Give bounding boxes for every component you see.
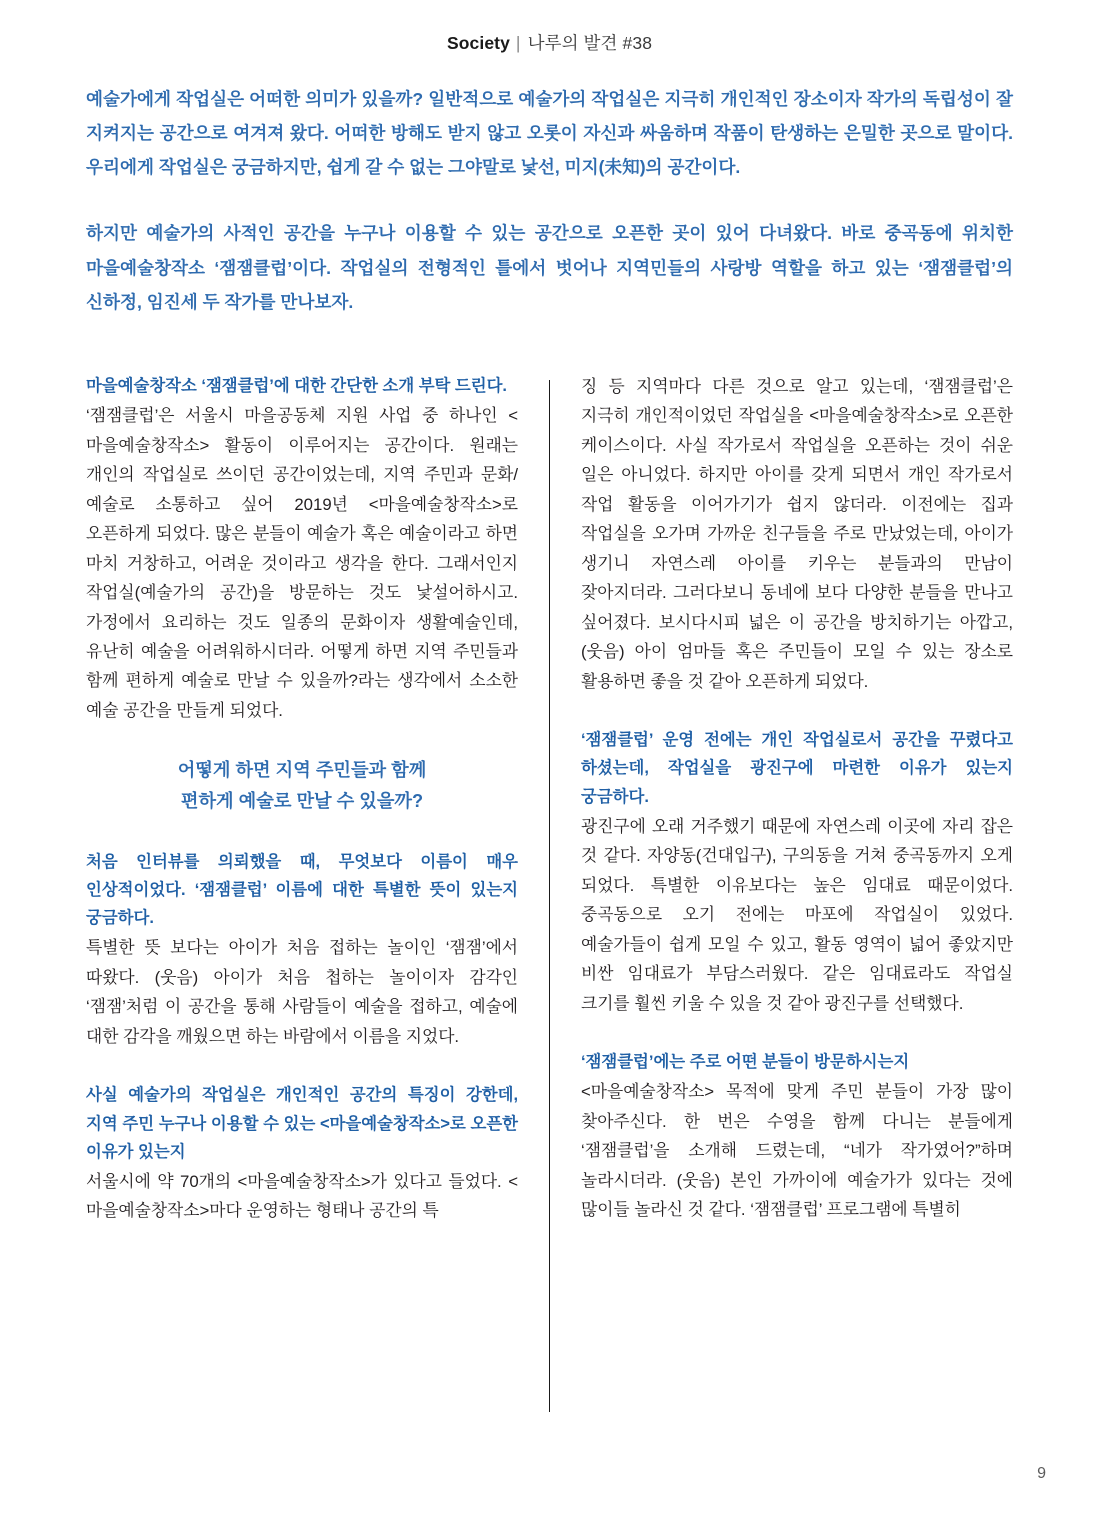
pull-quote xyxy=(86,755,518,815)
question-heading-3: 사실 예술가의 작업실은 개인적인 공간의 특징이 강한데, 지역 주민 누구나 이용할 수 있는 <마을예술창작소>로 오픈한 이유가 있는지 xyxy=(86,1086,518,1161)
answer-text-3: 서울시에 약 70개의 <마을예술창작소>가 있다고 들었다. <마을예술창작소>마다 운영하는 형태나 공간의 특 xyxy=(86,1171,518,1221)
header-section-label: Society xyxy=(446,33,510,53)
qa-block-1 xyxy=(86,372,518,725)
intro-paragraph-2: 하지만 예술가의 사적인 공간을 누구나 이용할 수 있는 공간으로 오픈한 곳이 있어 다녀왔다. 바로 중곡동에 위치한 마을예술창작소 ‘잼잼클럽’이다. 작업실의 전형적인 틀에서 벗어나 지역민들의 사랑방 역할을 하고 있는 ‘잼잼클럽’의 신하정, 임진세 두 작가를 만나보자. xyxy=(86,223,1013,312)
question-heading-5: ‘잼잼클럽’에는 주로 어떤 분들이 방문하시는지 xyxy=(581,1053,910,1072)
header-separator: | xyxy=(515,33,521,53)
header-title: 나루의 발견 #38 xyxy=(527,33,653,53)
qa-block-3 xyxy=(86,1081,518,1226)
question-heading-2: 처음 인터뷰를 의뢰했을 때, 무엇보다 이름이 매우 인상적이었다. ‘잼잼클럽’ 이름에 대한 특별한 뜻이 있는지 궁금하다. xyxy=(86,852,518,928)
pull-quote-line-1: 어떻게 하면 지역 주민들과 함께 xyxy=(177,760,427,781)
page-number: 9 xyxy=(1037,1465,1046,1482)
qa-block-2 xyxy=(86,848,518,1052)
pull-quote-line-2: 편하게 예술로 만날 수 있을까? xyxy=(180,790,424,811)
answer-text-1: ‘잼잼클럽’은 서울시 마을공동체 지원 사업 중 하나인 <마을예술창작소> 활동이 이루어지는 공간이다. 원래는 개인의 작업실로 쓰이던 공간이었는데, 지역 주민과 문화/예술로 소통하고 싶어 2019년 <마을예술창작소>로 오픈하게 되었다. 많은 분들이 예술가 혹은 예술이라고 하면 마치 거창하고, 어려운 것이라고 생각을 한다. 그래서인지 작업실(예술가의 공간)을 방문하는 것도 낯설어하시고. 가정에서 요리하는 것도 일종의 문화이자 생활예술인데, 유난히 예술을 어려워하시더라. 어떻게 하면 지역 주민들과 함께 편하게 예술로 만날 수 있을까?라는 생각에서 소소한 예술 공간을 만들게 되었다. xyxy=(86,406,518,720)
right-column xyxy=(581,372,1013,1225)
answer-text-3-continued: 징 등 지역마다 다른 것으로 알고 있는데, ‘잼잼클럽’은 지극히 개인적이었던 작업실을 <마을예술창작소>로 오픈한 케이스이다. 사실 작가로서 작업실을 오픈하는 것이 쉬운 일은 아니었다. 하지만 아이를 갖게 되면서 개인 작가로서 작업 활동을 이어가기가 쉽지 않더라. 이전에는 집과 작업실을 오가며 가까운 친구들을 주로 만났었는데, 아이가 생기니 자연스레 아이를 키우는 분들과의 만남이 잦아지더라. 그러다보니 동네에 보다 다양한 분들을 만나고 싶어졌다. 보시다시피 넓은 이 공간을 방치하기는 아깝고, (웃음) 아이 엄마들 혹은 주민들이 모일 수 있는 장소로 활용하면 좋을 것 같아 오픈하게 되었다. xyxy=(581,377,1013,691)
question-heading-4: ‘잼잼클럽’ 운영 전에는 개인 작업실로서 공간을 꾸렸다고 하셨는데, 작업실을 광진구에 마련한 이유가 있는지 궁금하다. xyxy=(581,731,1013,806)
intro-section xyxy=(86,82,1013,319)
question-heading-1: 마을예술창작소 ‘잼잼클럽’에 대한 간단한 소개 부탁 드린다. xyxy=(86,377,507,395)
qa-block-5 xyxy=(581,726,1013,1018)
answer-text-4: 광진구에 오래 거주했기 때문에 자연스레 이곳에 자리 잡은 것 같다. 자양동(건대입구), 구의동을 거쳐 중곡동까지 오게 되었다. 특별한 이유보다는 높은 임대료 때문이었다. 중곡동으로 오기 전에는 마포에 작업실이 있었다. 예술가들이 쉽게 모일 수 있고, 활동 영역이 넓어 좋았지만 비싼 임대료가 부담스러웠다. 같은 임대료라도 작업실 크기를 훨씬 키울 수 있을 것 같아 광진구를 선택했다. xyxy=(581,816,1013,1013)
left-column xyxy=(86,372,518,1226)
article-columns xyxy=(86,372,1013,1417)
running-header xyxy=(0,30,1099,55)
qa-block-4 xyxy=(581,372,1013,696)
intro-paragraph-1: 예술가에게 작업실은 어떠한 의미가 있을까? 일반적으로 예술가의 작업실은 지극히 개인적인 장소이자 작가의 독립성이 잘 지켜지는 공간으로 여겨져 왔다. 어떠한 방해도 받지 않고 오롯이 자신과 싸움하며 작품이 탄생하는 은밀한 곳으로 말이다. 우리에게 작업실은 궁금하지만, 쉽게 갈 수 없는 그야말로 낯선, 미지(未知)의 공간이다. xyxy=(86,89,1013,178)
answer-text-2: 특별한 뜻 보다는 아이가 처음 접하는 놀이인 ‘잼잼’에서 따왔다. (웃음) 아이가 처음 첩하는 놀이이자 감각인 ‘잼잼’처럼 이 공간을 통해 사람들이 예술을 접하고, 예술에 대한 감각을 깨웠으면 하는 바람에서 이름을 지었다. xyxy=(86,938,518,1046)
column-divider-rule xyxy=(549,380,550,1412)
qa-block-6 xyxy=(581,1048,1013,1225)
answer-text-5: <마을예술창작소> 목적에 맞게 주민 분들이 가장 많이 찾아주신다. 한 번은 수영을 함께 다니는 분들에게 ‘잼잼클럽’을 소개해 드렸는데, “네가 작가였어?”하며 놀라시더라. (웃음) 본인 가까이에 예술가가 있다는 것에 많이들 놀라신 것 같다. ‘잼잼클럽’ 프로그램에 특별히 xyxy=(581,1082,1013,1220)
